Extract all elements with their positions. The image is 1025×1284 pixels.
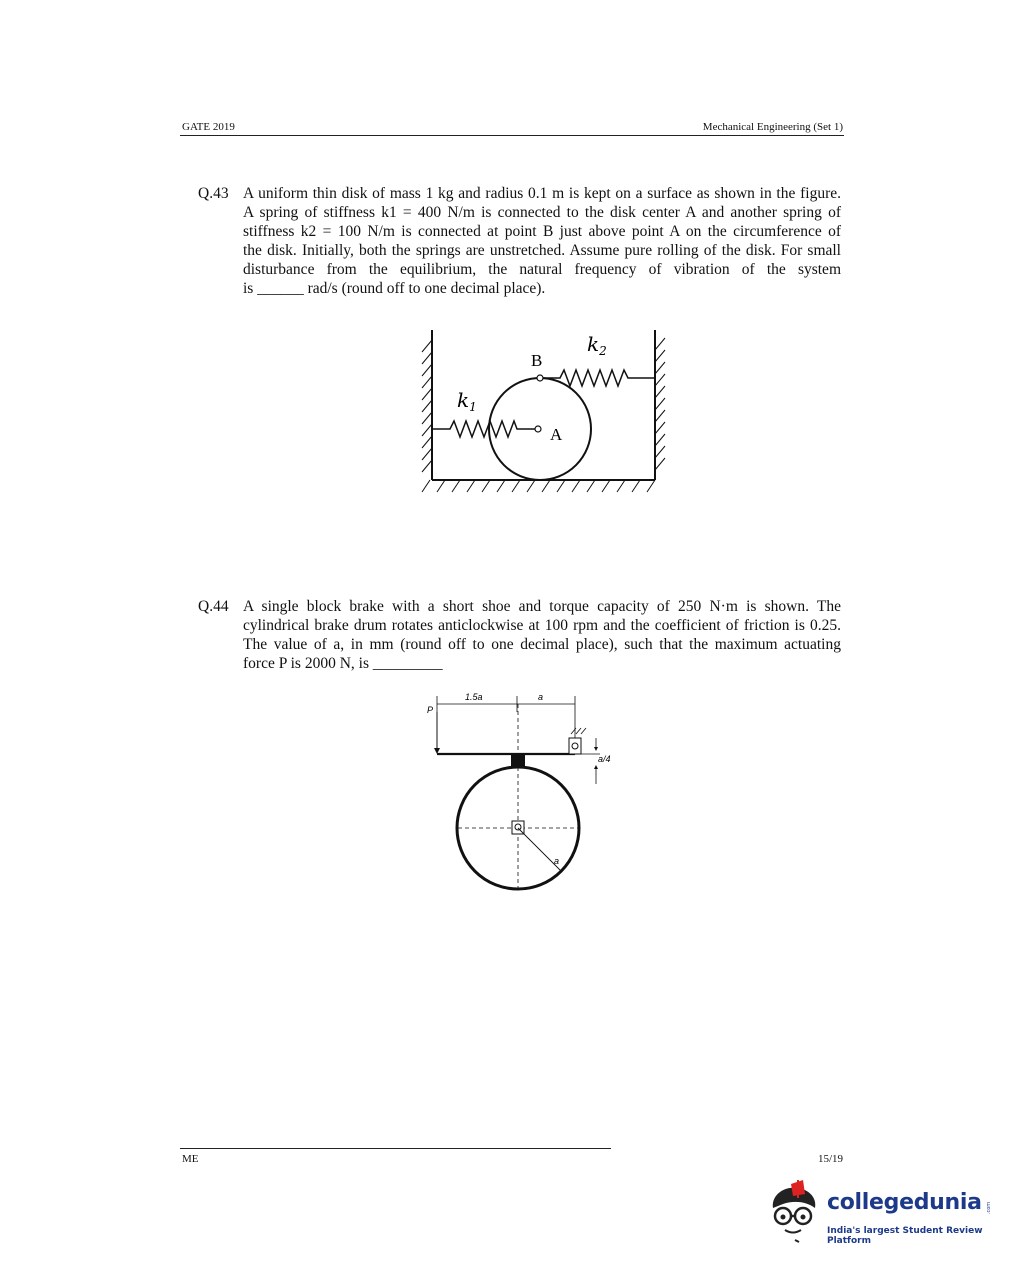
question-line: is ______ rad/s (round off to one decimal place).: [243, 280, 546, 297]
label-15a: 1.5a: [465, 692, 483, 702]
point-b-marker: [537, 375, 543, 381]
question-line: A single block brake with a short shoe and torque capacity of 250 N·m is shown. The: [243, 598, 841, 615]
label-a: A: [550, 425, 563, 444]
logo-tagline: India's largest Student Review Platform: [827, 1226, 983, 1246]
label-k1: $k_1$: [457, 388, 477, 414]
header-exam-title: GATE 2019: [182, 121, 235, 133]
question-line: stiffness k2 = 100 N/m is connected at point B just above point A on the circumference of: [243, 223, 841, 240]
question-line: the disk. Initially, both the springs are unstretched. Assume pure rolling of the disk. For small: [243, 242, 841, 259]
left-wall-hatch: [422, 340, 432, 472]
block-brake-figure: [420, 688, 630, 893]
question-line: disturbance from the equilibrium, the natural frequency of vibration of the system: [243, 261, 841, 278]
spring-k1: [432, 421, 535, 437]
question-line: The value of a, in mm (round off to one decimal place), such that the maximum actuating: [243, 636, 841, 653]
logo-brand-text: collegedunia: [827, 1190, 982, 1215]
label-a-radius: a: [554, 856, 560, 866]
disk-spring-figure: [405, 325, 675, 500]
collegedunia-logo: [765, 1178, 995, 1248]
label-b: B: [531, 351, 543, 370]
question-line: A uniform thin disk of mass 1 kg and radius 0.1 m is kept on a surface as shown in the figure.: [243, 185, 841, 202]
header-paper-title: Mechanical Engineering (Set 1): [702, 121, 843, 133]
label-k2: $k_2$: [587, 332, 607, 358]
footer-code: ME: [182, 1153, 199, 1165]
question-number: Q.43: [198, 185, 229, 202]
page-number: 15/19: [817, 1153, 843, 1165]
question-number: Q.44: [198, 598, 229, 615]
label-a4: a/4: [598, 754, 611, 764]
floor-hatch: [422, 480, 655, 492]
header-rule: [180, 135, 844, 136]
question-text: [243, 597, 841, 673]
question-line: cylindrical brake drum rotates anticlockwise at 100 rpm and the coefficient of friction is 0.25.: [243, 617, 841, 634]
footer-rule: [180, 1148, 611, 1149]
spring-k2: [543, 370, 655, 386]
question-line: force P is 2000 N, is _________: [243, 655, 443, 672]
question-text: [243, 184, 841, 298]
pivot-hatch: [571, 728, 586, 734]
label-a-top: a: [538, 692, 544, 702]
right-wall-hatch: [655, 338, 665, 470]
label-p: P: [427, 705, 434, 715]
point-a-marker: [535, 426, 541, 432]
logo-com-text: .com: [986, 1201, 993, 1215]
question-line: A spring of stiffness k1 = 400 N/m is connected to the disk center A and another spring of: [243, 204, 841, 221]
mascot-icon: [765, 1178, 827, 1248]
